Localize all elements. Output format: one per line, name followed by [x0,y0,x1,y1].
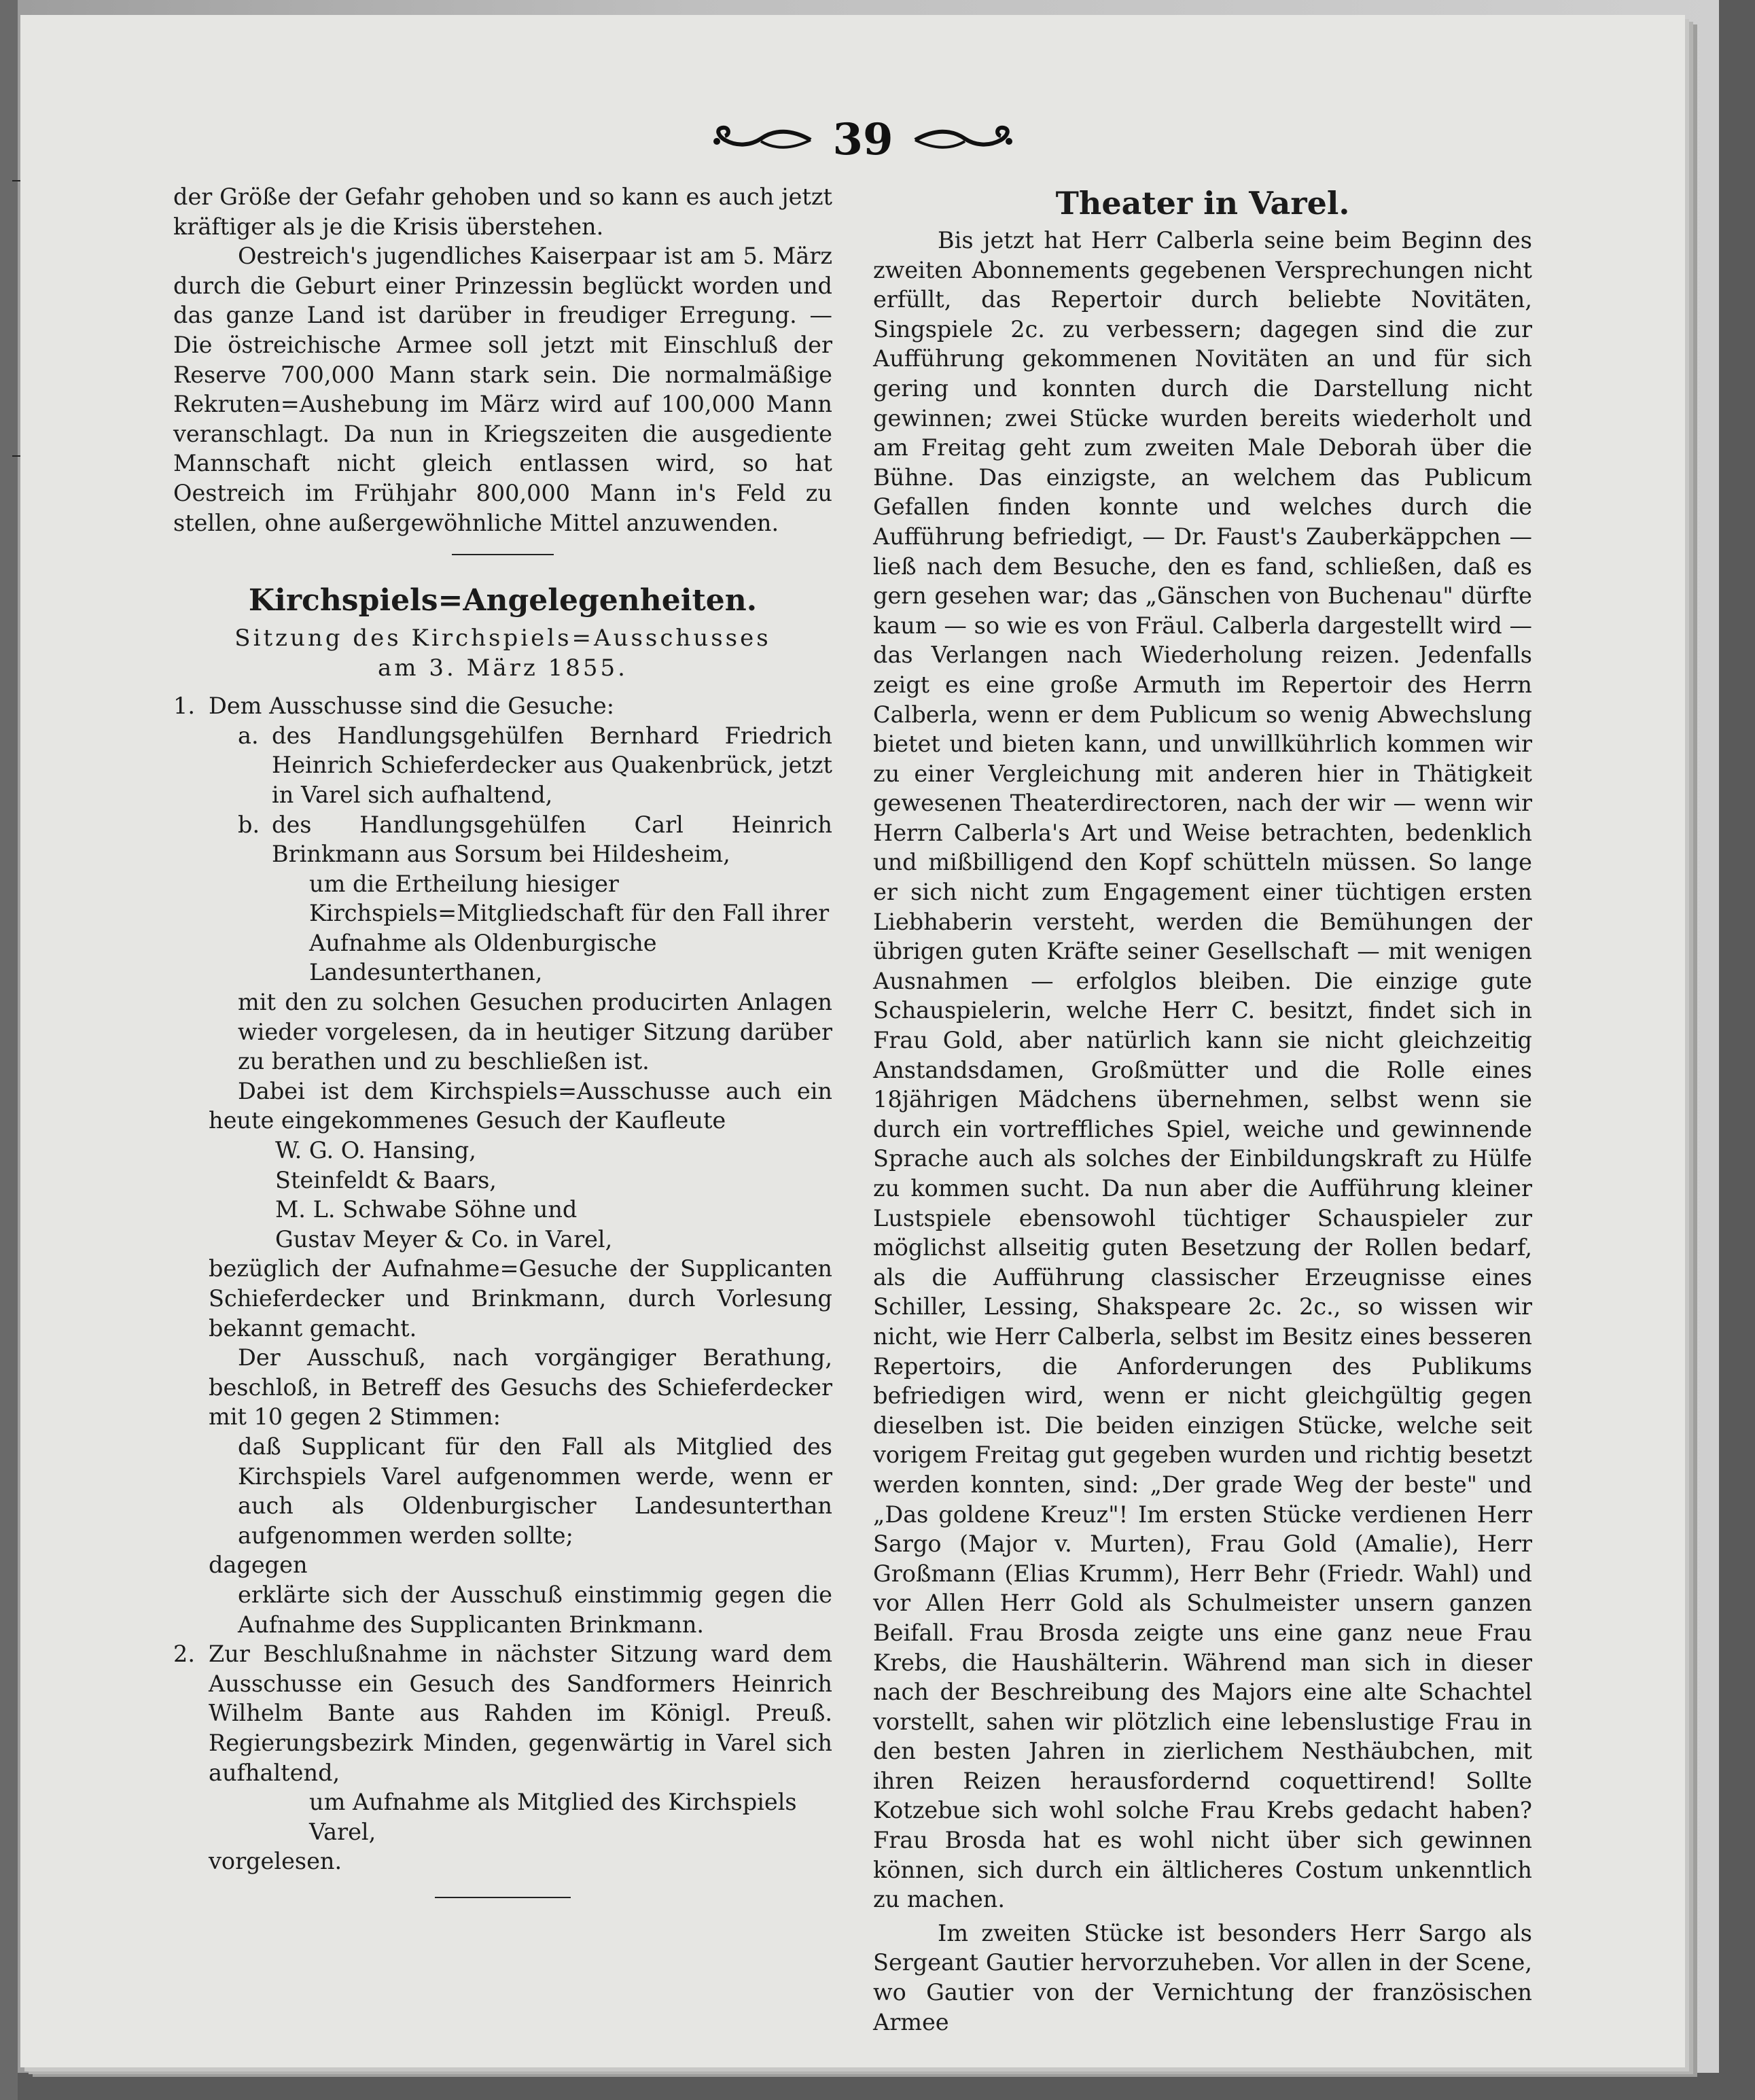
item-2-purpose: um Aufnahme als Mitglied des Kirchspiels Varel, [309,1789,797,1845]
merchant-name: Steinfeldt & Baars, [275,1166,497,1193]
section-divider [452,554,554,555]
petition-letter: b. [238,811,260,838]
austria-paragraph: Oestreich's jugendliches Kaiserpaar ist am 5. März durch die Geburt einer Prinzessin beglückt worden und das ganze Land ist darüber in freudiger Erregung. — Die östreichische Armee soll jetzt mit Einschluß der Reserve 700,000 Mann stark sein. Die normalmäßige Rekruten=Aushebung im März wird auf 100,000 Mann veranschlagt. Da nun in Kriegszeiten die ausgediente Mannschaft nicht gleich entlassen wird, so hat Oestreich im Frühjahr 800,000 Mann in's Feld zu stellen, ohne außergewöhnliche Mittel anzuwenden. [173,243,832,536]
merchant-name: M. L. Schwabe Söhne und [275,1196,578,1223]
theater-paragraph-2: Im zweiten Stücke ist besonders Herr Sargo als Sergeant Gautier hervorzuheben. Vor allen in der Scene, wo Gautier von der Vernichtung der französischen Armee [873,1919,1532,2035]
merchants-petition-rest: bezüglich der Aufnahme=Gesuche der Supplicanten Schieferdecker und Brinkmann, durch Vorlesung bekannt gemacht. [209,1255,832,1342]
session-subtitle: Sitzung des Kirchspiels=Ausschusses [234,625,771,652]
book-spine [0,0,18,2100]
decision-intro: Der Ausschuß, nach vorgängiger Berathung, beschloß, in Betreff des Gesuchs des Schieferdecker mit 10 gegen 2 Stimmen: [209,1344,832,1431]
item-number: 2. [173,1641,195,1668]
item-number: 1. [173,693,195,720]
page-number: 39 [832,113,893,165]
theater-paragraph-1: Bis jetzt hat Herr Calberla seine beim Beginn des zweiten Abonnements gegebenen Versprechungen nicht erfüllt, das Repertoir durch beliebte Novitäten, Singspiele 2c. zu verbessern; dagegen sind die zur Aufführung gekommenen Novitäten an und für sich gering und konnten durch die Darstellung nicht gewinnen; zwei Stücke wurden bereits wiederholt und am Freitag geht zum zweiten Male Deborah über die Bühne. Das einzigste, an welchem das Publicum Gefallen finden konnte und welches durch die Aufführung befriedigt, — Dr. Faust's Zauberkäppchen — ließ nach dem Besuche, den es fand, schließen, daß es gern gesehen war; das „Gänschen von Buchenau" dürfte kaum — so wie es von Fräul. Calberla dargestellt wird — das Verlangen nach Wiederholung reizen. Jedenfalls zeigt es eine große Armuth im Repertoir des Herrn Calberla, wenn er dem Publicum so wenig Abwechslung bietet und bieten kann, und unwillkührlich kommen wir zu einer Vergleichung mit anderen hier in Thätigkeit gewesenen Theaterdirectoren, nach der wir — wenn wir Herrn Calberla's Art und Weise betrachten, bedenklich und mißbilligend den Kopf schütteln müssen. So lange er sich nicht zum Engagement einer tüchtigen ersten Liebhaberin versteht, werden die Bemühungen der übrigen guten Kräfte seiner Gesellschaft — mit wenigen Ausnahmen — erfolglos bleiben. Die einzige gute Schauspielerin, welche Herr C. besitzt, findet sich in Frau Gold, aber natürlich kann sie nicht gleichzeitig Anstandsdamen, Großmütter und die Rolle eines 18jährigen Mädchens übernehmen, selbst wenn sie durch ein vortreffliches Spiel, weiche und gewinnende Sprache auch als solches der Einbildungskraft zu Hülfe zu kommen sucht. Da nun aber die Aufführung kleiner Lustspiele ebensowohl tüchtiger Schauspieler zur möglichst allseitig guten Besetzung der Rollen bedarf, als die Aufführung classischer Erzeugnisse eines Schiller, Lessing, Shakspeare 2c. 2c., so wissen wir nicht, wie Herr Calberla, selbst im Besitz eines besseren Repertoirs, die Anforderungen des Publikums befriedigen wird, wenn er nicht gleichgültig gegen dieselben ist. Die beiden einzigen Stücke, welche seit vorigem Freitag gut gegeben wurden und richtig besetzt werden konnten, sind: „Der grade Weg der beste" und „Das goldene Kreuz"! Im ersten Stücke verdienen Herr Sargo (Major v. Murten), Frau Gold (Amalie), Herr Großmann (Elias Krumm), Herr Behr (Friedr. Wahl) und vor Allen Herr Gold als Schulmeister unsern ganzen Beifall. Frau Brosda zeigte uns eine ganz neue Frau Krebs, die Haushälterin. Während man sich in dieser nach der Beschreibung des Majors eine alte Schachtel vorstellt, sahen wir plötzlich eine lebenslustige Frau in den besten Jahren in zierlichem Nesthäubchen, mit ihren Reizen herausfordernd coquettirend! Sollte Kotzebue sich wohl solche Frau Krebs gedacht haben? Frau Brosda hat es wohl nicht über sich gewinnen können, sich durch ein ältlicheres Costum unkenntlich zu machen. [873,227,1532,1913]
item-intro: Dem Ausschusse sind die Gesuche: [209,693,615,720]
section-title: Kirchspiels=Angelegenheiten. [248,583,758,618]
intro-paragraph: der Größe der Gefahr gehoben und so kann es auch jetzt kräftiger als je die Krisis überstehen. [173,183,832,240]
item-2-end: vorgelesen. [209,1848,342,1875]
merchants-petition-intro: Dabei ist dem Kirchspiels=Ausschusse auch ein heute eingekommenes Gesuch der Kaufleute [209,1077,832,1134]
right-column [873,182,1532,2037]
petition-a [173,721,832,810]
merchant-name: W. G. O. Hansing, [275,1137,476,1164]
petition-text: des Handlungsgehülfen Bernhard Friedrich Heinrich Schieferdecker aus Quakenbrück, jetzt in Varel sich aufhaltend, [272,722,832,808]
decision-text: daß Supplicant für den Fall als Mitglied des Kirchspiels Varel aufgenommen werde, wenn er auch als Oldenburgischer Landesunterthan aufgenommen werden sollte; [238,1433,832,1549]
dagegen-label: dagegen [209,1552,308,1579]
decision-b: erklärte sich der Ausschuß einstimmig gegen die Aufnahme des Supplicanten Brinkmann. [238,1581,832,1638]
petition-purpose: um die Ertheilung hiesiger Kirchspiels=Mitgliedschaft für den Fall ihrer Aufnahme als Oldenburgische Landesunterthanen, [309,870,830,986]
end-divider [435,1897,571,1898]
merchant-name: Gustav Meyer & Co. in Varel, [275,1225,613,1253]
binding-mark [12,180,20,181]
flourish-left-icon [710,122,812,156]
item-text: Zur Beschlußnahme in nächster Sitzung ward dem Ausschusse ein Gesuch des Sandformers Heinrich Wilhelm Bante aus Rahden im Königl. Preuß. Regierungsbezirk Minden, gegenwärtig in Varel sich aufhaltend, [209,1641,832,1786]
agenda-item-2 [173,1639,832,1787]
session-date: am 3. März 1855. [378,654,628,682]
petition-annexes: mit den zu solchen Gesuchen producirten Anlagen wieder vorgelesen, da in heutiger Sitzung darüber zu berathen und zu beschließen ist. [238,989,832,1075]
petition-text: des Handlungsgehülfen Carl Heinrich Brinkmann aus Sorsum bei Hildesheim, [272,811,832,868]
binding-mark [12,455,20,457]
theater-title: Theater in Varel. [1055,185,1350,222]
left-column [173,182,832,1898]
flourish-right-icon [914,122,1016,156]
petition-letter: a. [238,722,259,749]
page-header [700,109,1026,170]
petition-b [173,810,832,869]
agenda-item-1 [173,691,832,721]
